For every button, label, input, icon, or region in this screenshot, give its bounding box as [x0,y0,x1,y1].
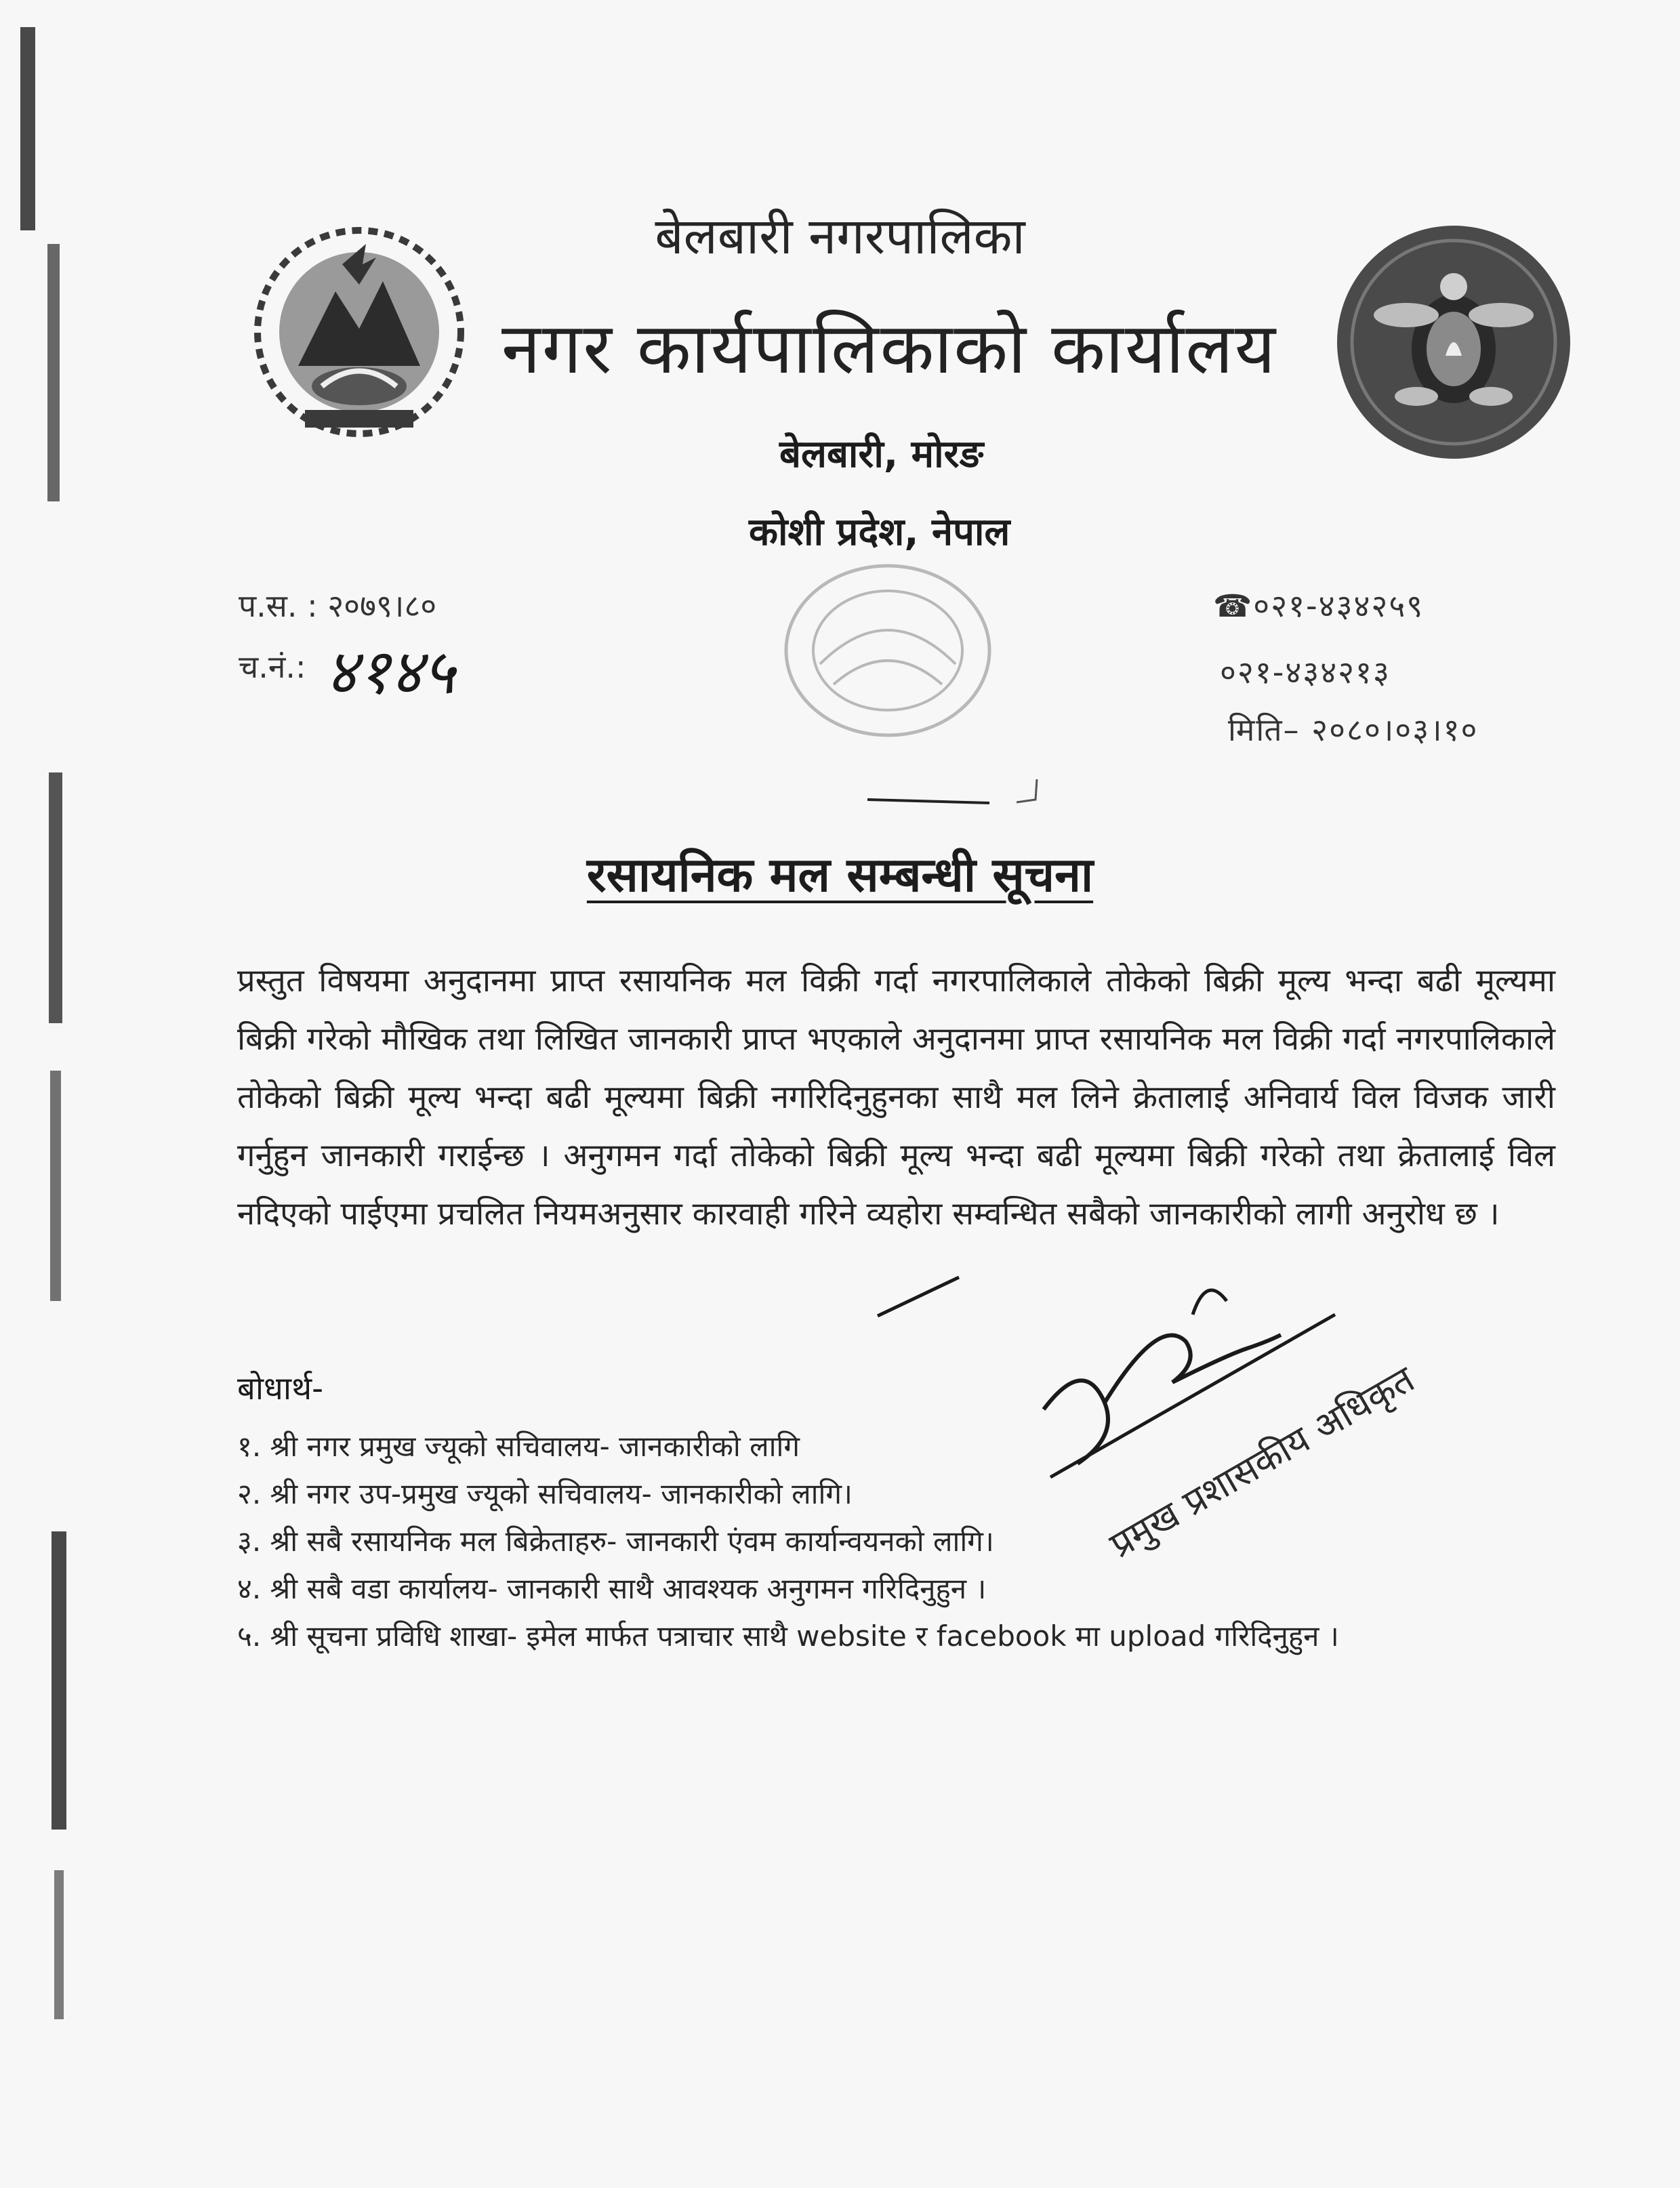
address-line-1: बेलबारी, मोरङ [779,432,984,476]
office-stamp-seal [779,556,996,745]
municipality-name: बेलबारी नगरपालिका [655,207,1025,266]
list-item: १. श्री नगर प्रमुख ज्यूको सचिवालय- जानकारीको लागि [237,1430,800,1463]
patra-sankhya: प.स. : २०७९।८० [239,587,437,624]
chalani-number-label: च.नं.: [239,648,306,685]
list-item: ५. श्री सूचना प्रविधि शाखा- इमेल मार्फत पत्राचार साथै website र facebook मा upload गरिदिनुहुन । [237,1619,1339,1653]
phone-number-2: ०२१-४३४२१३ [1220,654,1391,690]
notice-body: प्रस्तुत विषयमा अनुदानमा प्राप्त रसायनिक मल विक्री गर्दा नगरपालिकाले तोकेको बिक्री मूल्य भन्दा बढी मूल्यमा बिक्री गरेको मौखिक तथा लिखित जानकारी प्राप्त भएकाले अनुदानमा प्राप्त रसायनिक मल विक्री गर्दा नगरपालिकाले तोकेको बिक्री मूल्य भन्दा बढी मूल्यमा बिक्री नगरिदिनुहुनका साथै मल लिने क्रेतालाई अनिवार्य विल विजक जारी गर्नुहुन जानकारी गराईन्छ । अनुगमन गर्दा तोकेको बिक्री मूल्य भन्दा बढी मूल्यमा बिक्री गरेको तथा क्रेतालाई विल नदिएको पाईएमा प्रचलित नियमअनुसार कारवाही गरिने व्यहोरा सम्वन्धित सबैको जानकारीको लागी अनुरोध छ । [237,962,1555,1233]
chalani-number-value: ४१४५ [325,636,455,708]
address-line-2: कोशी प्रदेश, नेपाल [749,510,1010,554]
list-item: २. श्री नगर उप-प्रमुख ज्यूको सचिवालय- जानकारीको लागि। [237,1477,853,1510]
issue-date: मिति– २०८०।०३।१० [1228,711,1479,748]
notice-title: रसायनिक मल सम्बन्धी सूचना [586,847,1094,903]
list-item: ४. श्री सबै वडा कार्यालय- जानकारी साथै आवश्यक अनुगमन गरिदिनुहुन । [237,1572,987,1605]
office-name: नगर कार्यपालिकाको कार्यालय [501,307,1277,390]
signatory-designation: प्रमुख प्रशासकीय अधिकृत [1103,1357,1422,1567]
signature [1023,1274,1376,1491]
scan-edge-mark [50,1071,61,1301]
list-item: ३. श्री सबै रसायनिक मल बिक्रेताहरु- जानकारी एंवम कार्यान्वयनको लागि। [237,1525,994,1558]
scan-edge-mark [54,1870,64,2019]
tick-mark [874,1274,962,1321]
scan-edge-mark [52,1531,66,1830]
bodharth-label: बोधार्थ- [237,1370,324,1407]
pen-mark [867,779,1057,813]
scan-edge-mark [47,244,60,501]
phone-number-1: ☎०२१-४३४२५९ [1213,587,1425,624]
